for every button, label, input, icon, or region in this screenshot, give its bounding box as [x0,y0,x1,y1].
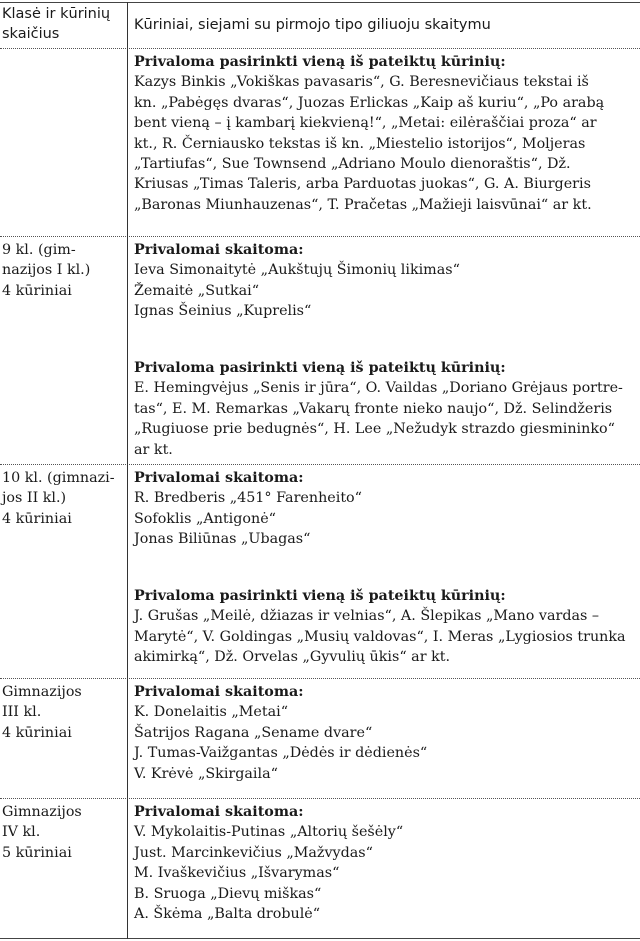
row-2-works [134,468,634,550]
row-0-works [134,52,634,215]
work-line: Žemaitė „Sutkai“ [134,282,260,299]
work-line: Jonas Biliūnas „Ubagas“ [134,531,311,548]
row-1-works-choice [134,358,634,460]
row-2-grade [2,468,124,529]
grade-line: IV kl. [2,824,41,841]
header-col2 [134,15,634,35]
work-line: akimirką“, Dž. Orvelas „Gyvulių ūkis“ ar kt. [134,649,451,666]
work-line: V. Mykolaitis-Putinas „Altorių šešėly“ [134,824,404,841]
grade-line: Gimnazijos [2,684,82,700]
row-1-grade [2,240,124,301]
row-divider [0,464,640,465]
grade-line: 4 kūriniai [2,282,72,299]
work-line: J. Tumas-Vaižgantas „Dėdės ir dėdienės“ [134,745,428,762]
work-line: „Tartiufas“, Sue Townsend „Adriano Moulo dienoraštis“, Dž. [134,156,571,173]
work-line: Just. Marcinkevičius „Mažvydas“ [134,844,373,861]
work-line: Sofoklis „Antigonė“ [134,510,276,527]
section-heading: Privalomai skaitoma: [134,242,304,258]
work-line: Kazys Binkis „Vokiškas pavasaris“, G. Beresnevičiaus tekstai iš [134,74,589,91]
grade-line: 4 kūriniai [2,724,72,741]
header-col1 [2,4,124,45]
grade-line: Gimnazijos [2,804,82,820]
header-bottom-rule [0,48,640,49]
table-top-rule [0,2,640,3]
work-line: Marytė“, V. Goldingas „Musių valdovas“, I. Meras „Lygiosios trunka [134,628,626,645]
section-heading: Privaloma pasirinkti vieną iš pateiktų kūrinių: [134,54,506,70]
work-line: Ignas Šeinius „Kuprelis“ [134,303,312,320]
grade-line: 4 kūriniai [2,510,72,527]
work-line: tas“, E. M. Remarkas „Vakarų fronte nieko naujo“, Dž. Selindžeris [134,400,613,417]
header-col1-line: skaičius [2,26,60,43]
work-line: ar kt. [134,441,173,458]
work-line: „Rugiuose prie bedugnės“, H. Lee „Nežudyk strazdo giesmininko“ [134,421,615,438]
row-4-works [134,802,634,924]
header-col2-text: Kūriniai, siejami su pirmojo tipo giliuoju skaitymu [134,17,491,33]
work-line: E. Hemingvėjus „Senis ir jūra“, O. Vaildas „Doriano Grėjaus portre- [134,380,623,397]
table-bottom-rule [0,938,640,939]
section-heading: Privalomai skaitoma: [134,470,304,486]
work-line: kt., R. Černiausko tekstas iš kn. „Miestelio istorijos“, Moljeras [134,135,586,152]
work-line: M. Ivaškevičius „Išvarymas“ [134,865,340,882]
work-line: K. Donelaitis „Metai“ [134,704,289,721]
row-2-works-choice [134,586,634,668]
grade-line: nazijos I kl.) [2,262,91,279]
work-line: Ieva Simonaitytė „Aukštujų Šimonių likimas“ [134,262,460,279]
section-heading: Privalomai skaitoma: [134,804,304,820]
work-line: B. Sruoga „Dievų miškas“ [134,885,322,902]
work-line: Šatrijos Ragana „Sename dvare“ [134,724,373,741]
row-divider [0,798,640,799]
section-heading: Privaloma pasirinkti vieną iš pateiktų kūrinių: [134,588,506,604]
work-line: J. Grušas „Meilė, džiazas ir velnias“, A. Šlepikas „Mano vardas – [134,608,600,625]
grade-line: III kl. [2,704,42,721]
row-1-works [134,240,634,322]
grade-line: 10 kl. (gimnazi- [2,470,115,486]
work-line: Kriusas „Timas Taleris, arba Parduotas juokas“, G. A. Biurgeris [134,176,591,193]
column-divider [127,2,128,939]
section-heading: Privalomai skaitoma: [134,684,304,700]
header-col1-line: Klasė ir kūrinių [2,6,111,22]
work-line: A. Škėma „Balta drobulė“ [134,906,321,923]
row-3-works [134,682,634,784]
row-divider [0,236,640,237]
work-line: V. Krėvė „Skirgaila“ [134,765,278,782]
work-line: kn. „Pabėgęs dvaras“, Juozas Erlickas „Kaip aš kuriu“, „Po arabą [134,94,605,111]
grade-line: jos II kl.) [2,490,67,507]
work-line: R. Bredberis „451° Farenheito“ [134,490,362,507]
grade-line: 5 kūriniai [2,844,72,861]
row-divider [0,678,640,679]
section-heading: Privaloma pasirinkti vieną iš pateiktų kūrinių: [134,360,506,376]
row-4-grade [2,802,124,863]
work-line: „Baronas Miunhauzenas“, T. Pračetas „Mažieji laisvūnai“ ar kt. [134,196,592,213]
row-3-grade [2,682,124,743]
work-line: bent vieną – į kambarį kiekvieną!“, „Metai: eilėraščiai proza“ ar [134,115,597,132]
grade-line: 9 kl. (gim- [2,242,76,258]
